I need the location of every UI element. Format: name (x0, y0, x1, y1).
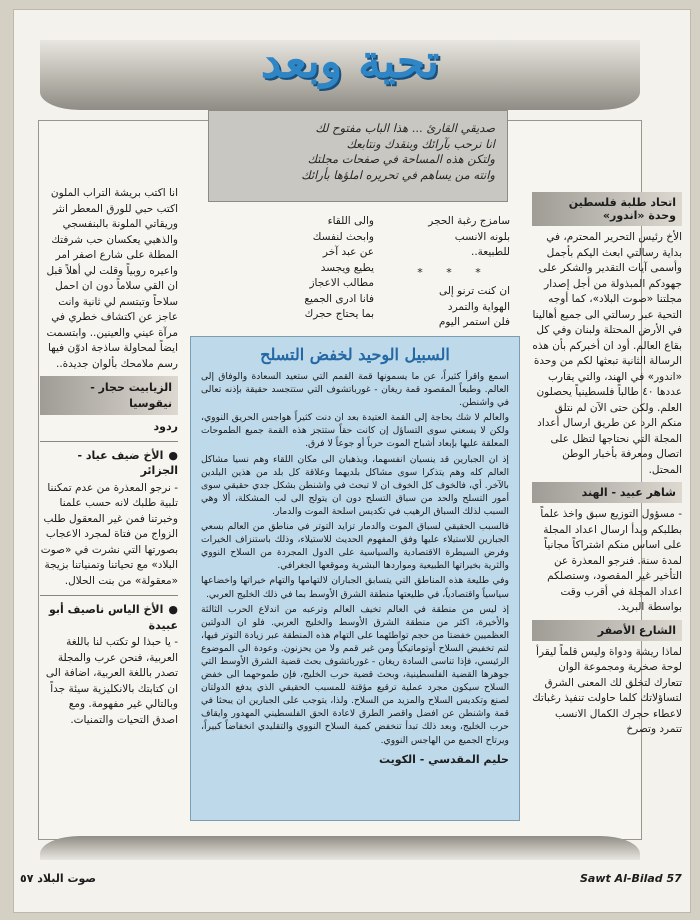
poem-line: وابحث لنفسك (312, 230, 374, 243)
reply-text: - يا حبذا لو تكتب لنا باللغة العربية، فنحن عرب والمجلة تصدر باللغة العربية، اضافة الى ان كتابتك بالانكليزية سيئة جداً وبالتالي غير مفهومة. ومع اصدق التحيات والتمنيات. (45, 636, 178, 726)
poem-line: بما يحتاج حجرك (304, 308, 374, 320)
section-heading-signature: شاهر عبيد - الهند (532, 482, 682, 503)
right-column (532, 188, 682, 828)
poem-author: الزيابيت حجار - نيقوسيا (40, 376, 178, 415)
poem-line: مطالب الاعجاز (309, 277, 374, 289)
article-body (201, 370, 509, 747)
article-paragraph: فالسبب الحقيقي لسباق الموت والدمار تزايد التوتر في مناطق من العالم بسعي الجبارين للاستيلاء عليها وفق المفهوم الحديث للاستيلاء، وذلك باستنزاف الخيرات وفرض السيطرة الاقتصادية والسياسية على الدول المجردة من السلاح النووي والثرية بخيراتها الطبيعية ومواردها البشرية وموقعها الجغرافي. (201, 521, 509, 572)
replies-heading: ردود (153, 420, 178, 433)
article-paragraph: اسمع واقرأ كثيراً، عن ما يسمونها قمة القمم التي ستعيد السعادة والوفاق إلى العالم. وطبعاً المقصود قمة ريغان - غورباتشوف التي ستتجسد حقيقة بإذنه تعالى في واشنطن. (201, 371, 509, 409)
article-paragraph: إذ ليس من منطقة في العالم تخيف العالم وترعبه من اندلاع الحرب الثالثة والأخيرة، اكثر من منطقة الشرق الأوسط والخليج العربي. فلو ان الدولتين العظميين خفضتا من حجم تواطئهما على التهام هذه المنطقة عبر زيادة التوتر فيها، لتم تخفيض السلاح أوتوماتيكياً ومن غير قمم ولا من يحزنون. وعودة الى الموضوع الرئيسي، فإذا تناسى السادة ريغان - غورباتشوف بحث قضية الشرق الأوسط التي جوهرها القضية الفلسطينية، وبحث قضية حرب الخليج، فإن طموحهما الى خفض السلاح سيكون مجرد عملية ترقيع مؤقتة للمسبب الحقيقي الذي يدفع الدولتان لصنع وتكديس السلاح والمزيد من السلاح. ولذا، يتوجب على الجبارين ان يبحثا في قمة واشنطن عن افضل واقصر الطرق لاعادة الحق الفلسطيني المهدور وايقاف حرب الخليج، وبعد ذلك تبدأ تنخفض كمية السلاح النووي والتقليدي انخفاضاً كبيراً، ويرتاح الجميع من الهاجس النووي. (201, 603, 509, 746)
reply-text: - نرجو المعذرة من عدم تمكننا تلبية طلبك لانه حسب علمنا وخبرتنا فمن غير المعقول طلب الزواج من فتاة لمجرد الاعجاب بصورتها التي نشرت في «صوت البلاد» مع تحياتنا وتمنياتنا بزيجة «معقولة» من بنت الحلال. (40, 481, 178, 587)
poem-line: الهواية والتمرد (447, 300, 510, 313)
poem-yellow-street: لماذا ريشة ودواة وليس قلماً ليقرأ لوحة صخرية ومجموعة الوان تتعارك لتخلق لك المعنى الشرق لتساؤلاتك كلما حاولت تنفيذ رغباتك لاعطاء حجرك الكمال الانسب تتمرد وتصرخ (532, 645, 682, 735)
poem-line: عن عبد آخر (322, 246, 374, 258)
article-paragraph: والعالم لا شك بحاجة إلى القمة العتيدة بعد ان دنت كثيراً هواجس الحريق النووي، ولكن لا يسعني سوى التساؤل إن كانت حقاً ستتجز هذه القمة جميع الطموحات المعلقة عليها بإبعاد أشباح الموت حرباً أو جوعاً لا فرق. (201, 412, 509, 450)
section-heading-yellow-street: الشارع الأصفر (532, 620, 682, 641)
divider (40, 595, 178, 596)
poem-line: فلن استمر اليوم (438, 316, 510, 328)
article-paragraph: وفي طليعة هذه المناطق التي يتسابق الجباران لالتهامها والتهام خيراتها واخضاعها سياسياً واقتصادياً، في طليعتها منطقة الشرق الأوسط بما في ذلك الخليج العربي. (201, 575, 509, 600)
poem-line: يطيع ويجسد (320, 261, 374, 274)
poem-line: ان كنت ترنو إلى (438, 285, 510, 297)
intro-line: انا نرحب بآرائك وبنقدك ونتابعك (346, 136, 495, 151)
poem-middle-left (262, 214, 374, 323)
article-paragraph: إذ ان الجبارين قد ينسيان انفسهما، ويذهبان الى مكان اللقاء وهم نسيا مشاكل العالم كله وهم يتذكرا سوى مشاكل بلديهما وعلاقة كل بلد من هذين البلدين بالآخر. أي، فالخوف كل الخوف ان لا تبحث في واشنطن بشكل جدي حقيقي سوى أمور التسلح والحد من سباق التسلح دون ان يتولج الى لب المشكلة، ألا وهي السبب لذلك السباق الرهيب في تكديس اسلحة الموت والدمار. (201, 453, 509, 517)
reply-name: ● الأخ الياس ناصيف أبو عبيدة (40, 602, 178, 633)
poem-line: بلونه الانسب (454, 230, 510, 243)
reply-distribution: - مسؤول التوزيع سبق واخذ علماً بطلبكم وبدأ ارسال اعداد المجلة على اساس منكم اشتراكاً مجانياً لمدة سنة. فنرجو المعذرة عن التأخير غير المقصود، وستصلكم اعداد المجلة في أقرب وقت بواسطة البريد. (540, 508, 682, 613)
poem-line: سامزج رغبة الحجر (428, 215, 510, 227)
article-signature: حليم المقدسي - الكويت (378, 752, 509, 766)
poem-middle-right (398, 214, 510, 331)
page-title: تحية وبعد (260, 34, 440, 88)
letter-students: الأخ رئيس التحرير المحترم، في بداية رسالتي ابعث اليكم بأجمل وأسمى آيات التقدير والشكر على جهودكم المبذولة من أجل إصدار مجلتنا «صوت البلاد»، كما أوجه التحية عبر رسالتي الى جميع أهالينا في الأرض المحتلة ولبنان وفي كل بقاع العالم. أود ان أخبركم بأن هذه الرسالة الثانية تبعثها لكم من وحدة «اندور» في الهند، والتي يقارب عددها ٤٠ طالباً فلسطينياً يحصلون العلم. ولكن حتى الآن لم نتلق منكم الرد عن طريق ارسال أعداد المجلة التي نحتاجها لتظل على اتصال ومعرفة بأخبار الوطن المحتل. (532, 231, 682, 476)
article-box (190, 336, 520, 821)
intro-line: ولتكن هذه المساحة في صفحات مجلتك (307, 152, 495, 166)
poem-line: للطبيعة.. (471, 246, 510, 258)
folio-latin: Sawt Al-Bilad 57 (580, 872, 682, 885)
article-title: السبيل الوحيد لخفض التسلح (260, 345, 450, 364)
poem-line: فانا ادرى الجميع (304, 292, 374, 305)
divider (40, 441, 178, 442)
reply-name: ● الأخ ضيف عياد - الجزائر (40, 448, 178, 479)
footer-band (40, 836, 640, 860)
folio-arabic: صوت البلاد ٥٧ (20, 872, 97, 885)
poem-left: انا اكتب بريشة التراب الملون اكتب حبي للورق المعطر انثر وريقاتي الملونة بالبنفسجي والذهبي يعكسان حب شرفتك المطلة على شارع اصفر امر واعيره روبياً وقلت لي أهلاً قبل ان القي سلاماً دون ان احمل سلاحاً وتبتسم لي ثانية وانت عاجز عن اكتشاف خطري في مرآة عيني والعينين.. وابتسمت ايضاً لمحاولة ساذجة ادوّن فيها رسم ملامحك بألوان جديدة.. (46, 187, 178, 370)
section-heading-students: اتحاد طلبة فلسطين وحدة «اندور» (532, 192, 682, 226)
intro-line: وانته من يساهم في تحريره املؤها بأرائك (301, 167, 495, 182)
left-column (40, 186, 178, 836)
poem-line: والى اللقاء (327, 215, 374, 227)
intro-line: صديقي القارئ ... هذا الباب مفتوح لك (315, 121, 495, 135)
intro-box (208, 110, 508, 202)
star-separator: * * * (417, 265, 491, 279)
